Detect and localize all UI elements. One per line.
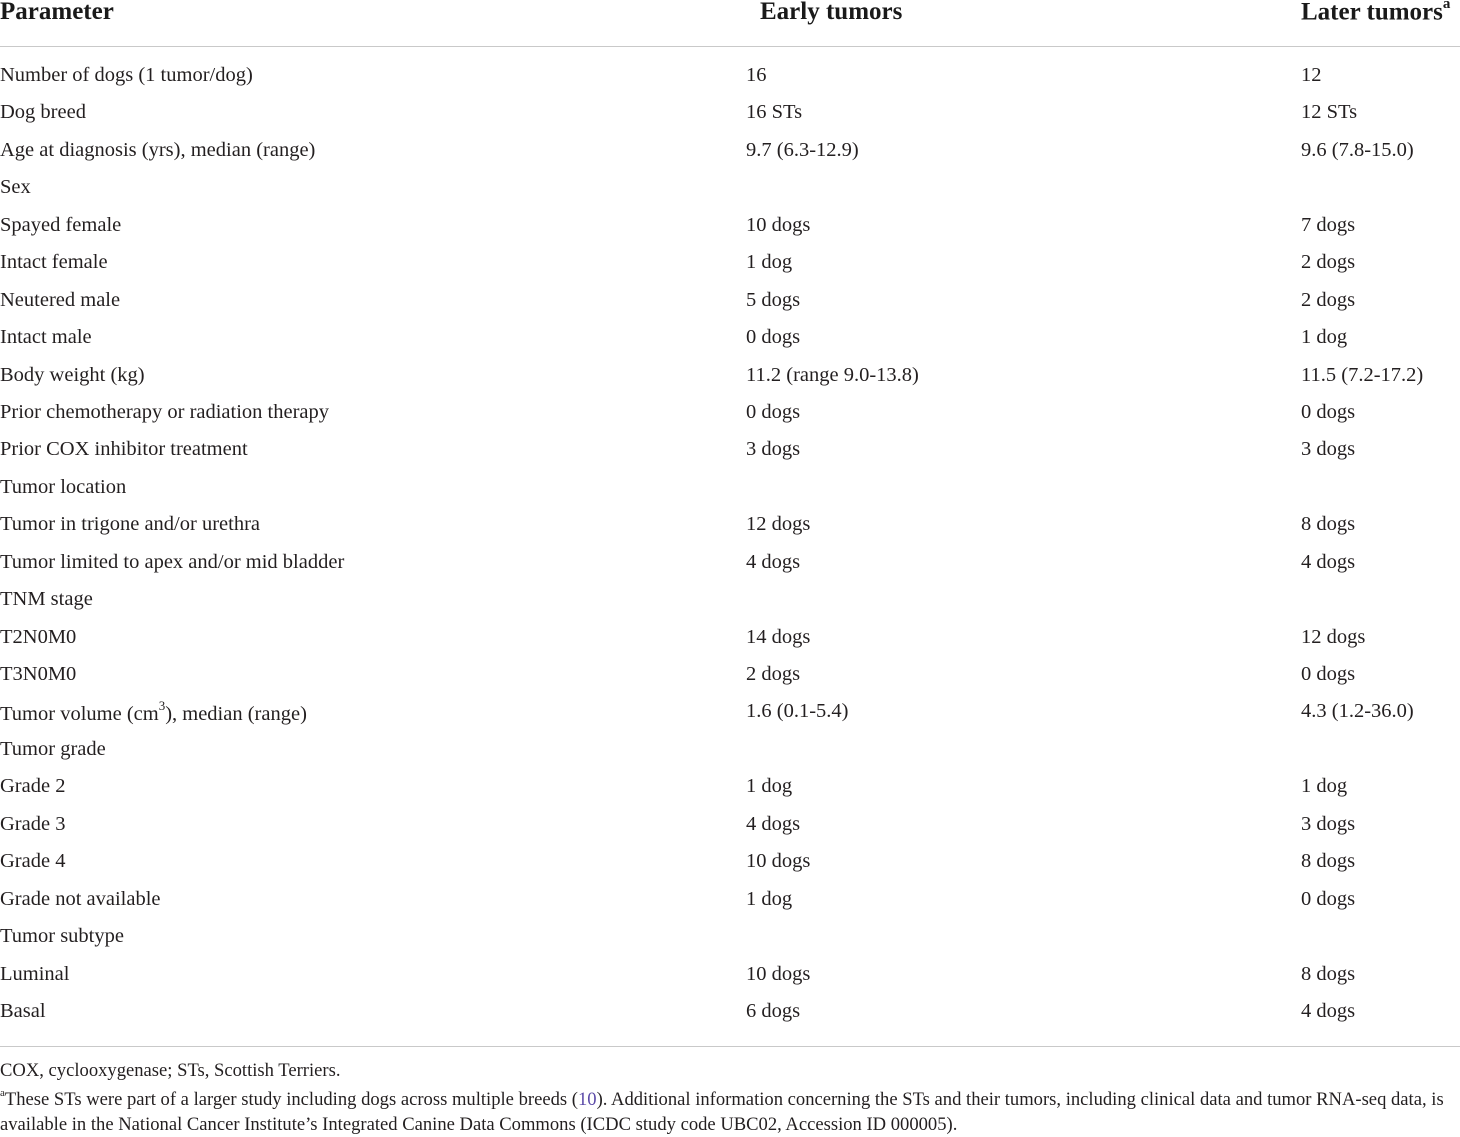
cell-parameter-superscript: 3 [158, 698, 166, 714]
header-later-label: Later tumors [1301, 0, 1443, 26]
table-row [0, 322, 1460, 359]
table-row [0, 247, 1460, 284]
cell-later-tumors: 9.6 (7.8-15.0) [1301, 138, 1414, 161]
header-later-tumors [1301, 0, 1450, 26]
cell-parameter-text: Number of dogs (1 tumor/dog) [0, 64, 253, 86]
table-row [0, 996, 1460, 1033]
cell-later-tumors: 4 dogs [1301, 999, 1356, 1022]
cell-parameter [0, 513, 260, 536]
cell-parameter-text: Grade not available [0, 887, 161, 910]
cell-early-tumors: 0 dogs [746, 400, 801, 423]
cell-early-tumors: 11.2 (range 9.0-13.8) [746, 363, 919, 386]
table-row [0, 509, 1460, 546]
table-row [0, 60, 1460, 97]
cell-parameter-text: Grade 4 [0, 850, 66, 873]
table-row [0, 622, 1460, 659]
cell-later-tumors: 12 dogs [1301, 625, 1366, 648]
cell-later-tumors: 8 dogs [1301, 513, 1356, 536]
cell-parameter-text: Neutered male [0, 288, 121, 311]
table-row [0, 921, 1460, 958]
table-row [0, 547, 1460, 584]
table-body [0, 60, 1460, 1033]
cell-later-tumors: 2 dogs [1301, 251, 1356, 274]
cell-later-tumors: 3 dogs [1301, 812, 1356, 835]
table-row [0, 210, 1460, 247]
footnote-abbreviations: COX, cyclooxygenase; STs, Scottish Terriers. [0, 1060, 341, 1081]
cell-later-tumors: 2 dogs [1301, 288, 1356, 311]
cell-parameter [0, 289, 120, 312]
cell-parameter-text: Grade 2 [0, 775, 66, 798]
cell-early-tumors: 1 dog [746, 775, 793, 798]
cell-parameter-text: T2N0M0 [0, 625, 77, 648]
cell-parameter [0, 364, 145, 387]
cell-later-tumors: 12 STs [1301, 101, 1358, 124]
table-row [0, 360, 1460, 397]
cell-parameter [0, 64, 253, 87]
cell-early-tumors: 16 STs [746, 101, 803, 124]
cell-parameter [0, 813, 65, 836]
footnote-a-text-post: ). Additional information concerning the STs and their tumors, including clinical data and tumor RNA-seq data, is available in the National Cancer Institute’s Integrated Canine Data Commons (ICDC study code UBC02, Accession ID 000005). [0, 1089, 1444, 1136]
footnote-a-marker: a [0, 1087, 5, 1099]
table-row [0, 734, 1460, 771]
table-row [0, 397, 1460, 434]
cell-parameter [0, 626, 76, 649]
cell-parameter-text: Tumor location [0, 475, 127, 498]
table-row [0, 584, 1460, 621]
cell-parameter-text: Age at diagnosis (yrs), median (range) [0, 138, 316, 161]
cell-parameter-text: Tumor in trigone and/or urethra [0, 513, 261, 536]
cell-parameter [0, 139, 315, 162]
cell-parameter [0, 401, 329, 424]
header-parameter: Parameter [0, 0, 114, 25]
cell-parameter-text: Tumor volume (cm [0, 703, 159, 726]
cell-parameter-text: Body weight (kg) [0, 363, 145, 386]
cell-parameter-text: Basal [0, 999, 46, 1022]
cell-early-tumors: 10 dogs [746, 850, 811, 873]
cell-parameter-text: T3N0M0 [0, 663, 77, 685]
cell-early-tumors: 10 dogs [746, 213, 811, 236]
cell-parameter [0, 251, 108, 274]
cell-parameter-text: Tumor limited to apex and/or mid bladder [0, 550, 345, 573]
cell-later-tumors: 12 [1301, 64, 1322, 86]
cell-later-tumors: 8 dogs [1301, 962, 1356, 985]
cell-later-tumors: 1 dog [1301, 326, 1348, 349]
cell-later-tumors: 4.3 (1.2-36.0) [1301, 700, 1414, 723]
cell-parameter [0, 214, 121, 237]
cell-parameter-text: Prior chemotherapy or radiation therapy [0, 400, 330, 423]
cell-early-tumors: 16 [746, 64, 767, 86]
cell-early-tumors: 4 dogs [746, 812, 801, 835]
table-row [0, 659, 1460, 696]
cell-parameter-text: Dog breed [0, 101, 86, 124]
cell-parameter [0, 101, 86, 124]
table-bottom-rule [0, 1046, 1460, 1047]
table-row [0, 696, 1460, 733]
cell-parameter [0, 700, 307, 726]
cell-later-tumors: 0 dogs [1301, 400, 1356, 423]
cell-parameter [0, 1000, 46, 1023]
table-footnotes [0, 1058, 1460, 1137]
cell-early-tumors: 1 dog [746, 251, 793, 274]
cell-parameter [0, 326, 92, 349]
cell-later-tumors: 3 dogs [1301, 438, 1356, 461]
cell-early-tumors: 1.6 (0.1-5.4) [746, 700, 849, 723]
cell-early-tumors: 4 dogs [746, 550, 801, 573]
table-row [0, 285, 1460, 322]
cell-parameter [0, 963, 69, 986]
cell-later-tumors: 4 dogs [1301, 550, 1356, 573]
cell-parameter-text: TNM stage [0, 588, 93, 611]
cell-parameter [0, 888, 161, 911]
cell-parameter-tail: ), median (range) [165, 703, 307, 726]
table-row [0, 959, 1460, 996]
cell-later-tumors: 11.5 (7.2-17.2) [1301, 363, 1424, 386]
cell-early-tumors: 14 dogs [746, 625, 811, 648]
cell-parameter [0, 850, 65, 873]
cell-later-tumors: 8 dogs [1301, 850, 1356, 873]
cell-parameter-text: Prior COX inhibitor treatment [0, 438, 248, 461]
table-row [0, 809, 1460, 846]
cell-later-tumors: 0 dogs [1301, 887, 1356, 910]
cell-parameter-text: Intact male [0, 326, 92, 349]
cell-parameter [0, 438, 248, 461]
footnote-a [0, 1083, 1460, 1137]
cell-early-tumors: 5 dogs [746, 288, 801, 311]
cell-parameter [0, 476, 126, 499]
header-early-tumors: Early tumors [760, 0, 903, 25]
reference-link-10[interactable]: 10 [577, 1089, 597, 1111]
cell-early-tumors: 9.7 (6.3-12.9) [746, 138, 859, 161]
cell-parameter-text: Grade 3 [0, 812, 66, 835]
cell-parameter [0, 551, 344, 574]
footnote-a-text-pre: These STs were part of a larger study including dogs across multiple breeds ( [4, 1089, 578, 1111]
cell-early-tumors: 1 dog [746, 887, 793, 910]
cell-later-tumors: 1 dog [1301, 775, 1348, 798]
cell-parameter-text: Intact female [0, 251, 108, 274]
cell-early-tumors: 3 dogs [746, 438, 801, 461]
cell-parameter [0, 925, 124, 948]
cell-later-tumors: 0 dogs [1301, 663, 1356, 685]
cell-parameter [0, 176, 31, 199]
cell-early-tumors: 12 dogs [746, 513, 811, 536]
cell-parameter-text: Tumor grade [0, 737, 106, 760]
cell-early-tumors: 10 dogs [746, 962, 811, 985]
table-row [0, 135, 1460, 172]
cell-parameter-text: Tumor subtype [0, 925, 124, 948]
cell-parameter [0, 775, 65, 798]
table-row [0, 771, 1460, 808]
cell-parameter [0, 663, 76, 686]
cell-parameter [0, 588, 93, 611]
table-header-row [0, 0, 1460, 47]
cell-early-tumors: 0 dogs [746, 326, 801, 349]
cell-parameter [0, 738, 106, 761]
table-row [0, 846, 1460, 883]
cell-parameter-text: Sex [0, 176, 31, 199]
table-row [0, 472, 1460, 509]
table-row [0, 434, 1460, 471]
cell-parameter-text: Spayed female [0, 213, 122, 236]
cell-later-tumors: 7 dogs [1301, 213, 1356, 236]
cell-parameter-text: Luminal [0, 962, 70, 985]
table-row [0, 97, 1460, 134]
table-row [0, 884, 1460, 921]
table-row [0, 172, 1460, 209]
cell-early-tumors: 6 dogs [746, 999, 801, 1022]
header-later-footnote-marker: a [1442, 0, 1451, 12]
cell-early-tumors: 2 dogs [746, 663, 801, 685]
